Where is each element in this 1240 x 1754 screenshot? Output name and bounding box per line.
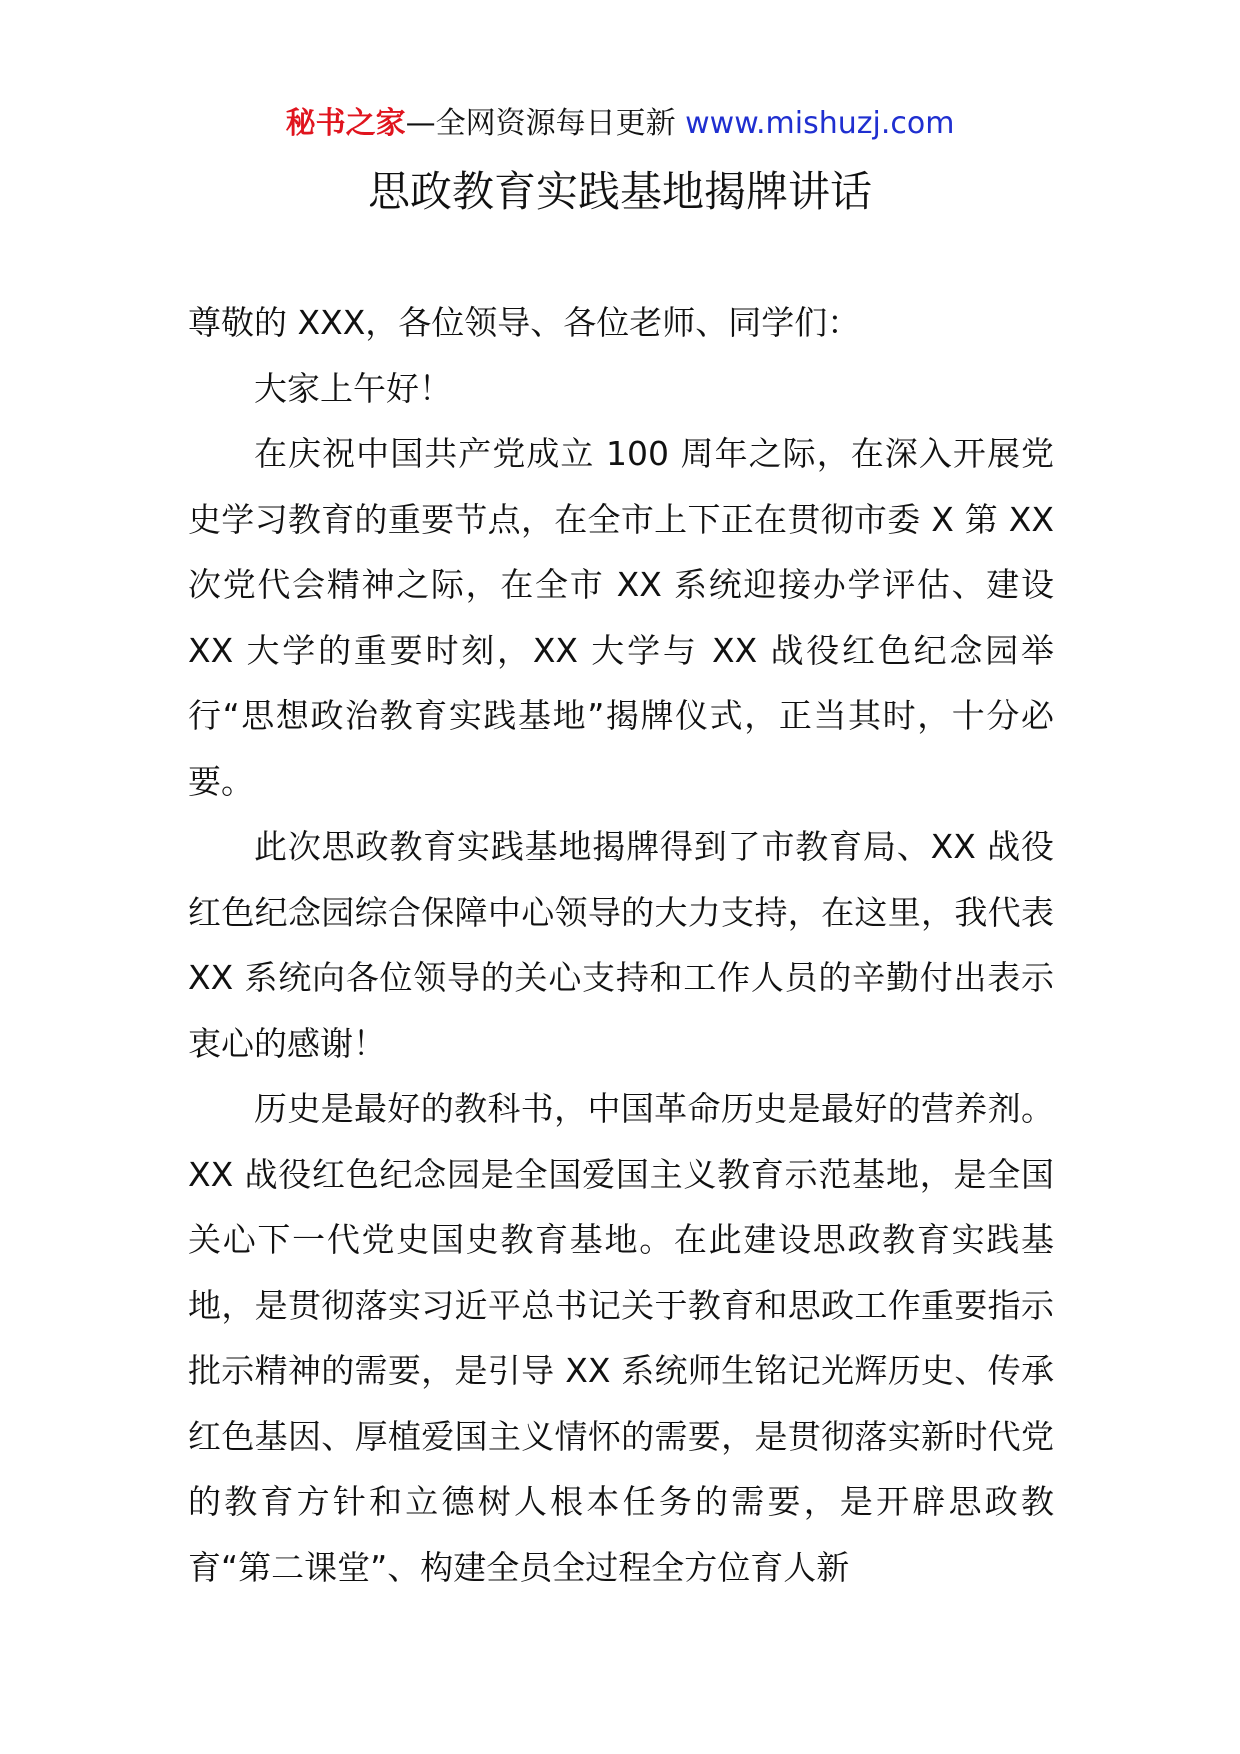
site-url-link[interactable]: www.mishuzj.com (685, 106, 955, 141)
header-tagline: —全网资源每日更新 (405, 106, 676, 141)
body-paragraph: 在庆祝中国共产党成立 100 周年之际，在深入开展党史学习教育的重要节点，在全市上下正在贯彻市委 X 第 XX 次党代会精神之际，在全市 XX 系统迎接办学评估、建设 XX 大学的重要时刻，XX 大学与 XX 战役红色纪念园举行“思想政治教育实践基地”揭牌仪式，正当其时，十分必要。 (188, 434, 1054, 801)
body-paragraph: 大家上午好！ (254, 368, 452, 408)
brand-name: 秘书之家 (285, 106, 406, 141)
body-paragraph: 历史是最好的教科书，中国革命历史是最好的营养剂。XX 战役红色纪念园是全国爱国主义教育示范基地，是全国关心下一代党史国史教育基地。在此建设思政教育实践基地，是贯彻落实习近平总书记关于教育和思政工作重要指示批示精神的需要，是引导 XX 系统师生铭记光辉历史、传承红色基因、厚植爱国主义情怀的需要，是贯彻落实新时代党的教育方针和立德树人根本任务的需要，是开辟思政教育“第二课堂”、构建全员全过程全方位育人新 (188, 1089, 1054, 1587)
document-body (188, 290, 1054, 1600)
body-paragraph: 此次思政教育实践基地揭牌得到了市教育局、XX 战役红色纪念园综合保障中心领导的大力支持，在这里，我代表 XX 系统向各位领导的关心支持和工作人员的辛勤付出表示衷心的感谢！ (188, 827, 1054, 1063)
site-header (0, 102, 1240, 146)
document-title: 思政教育实践基地揭牌讲话 (367, 167, 872, 216)
salutation: 尊敬的 XXX，各位领导、各位老师、同学们： (188, 303, 861, 342)
